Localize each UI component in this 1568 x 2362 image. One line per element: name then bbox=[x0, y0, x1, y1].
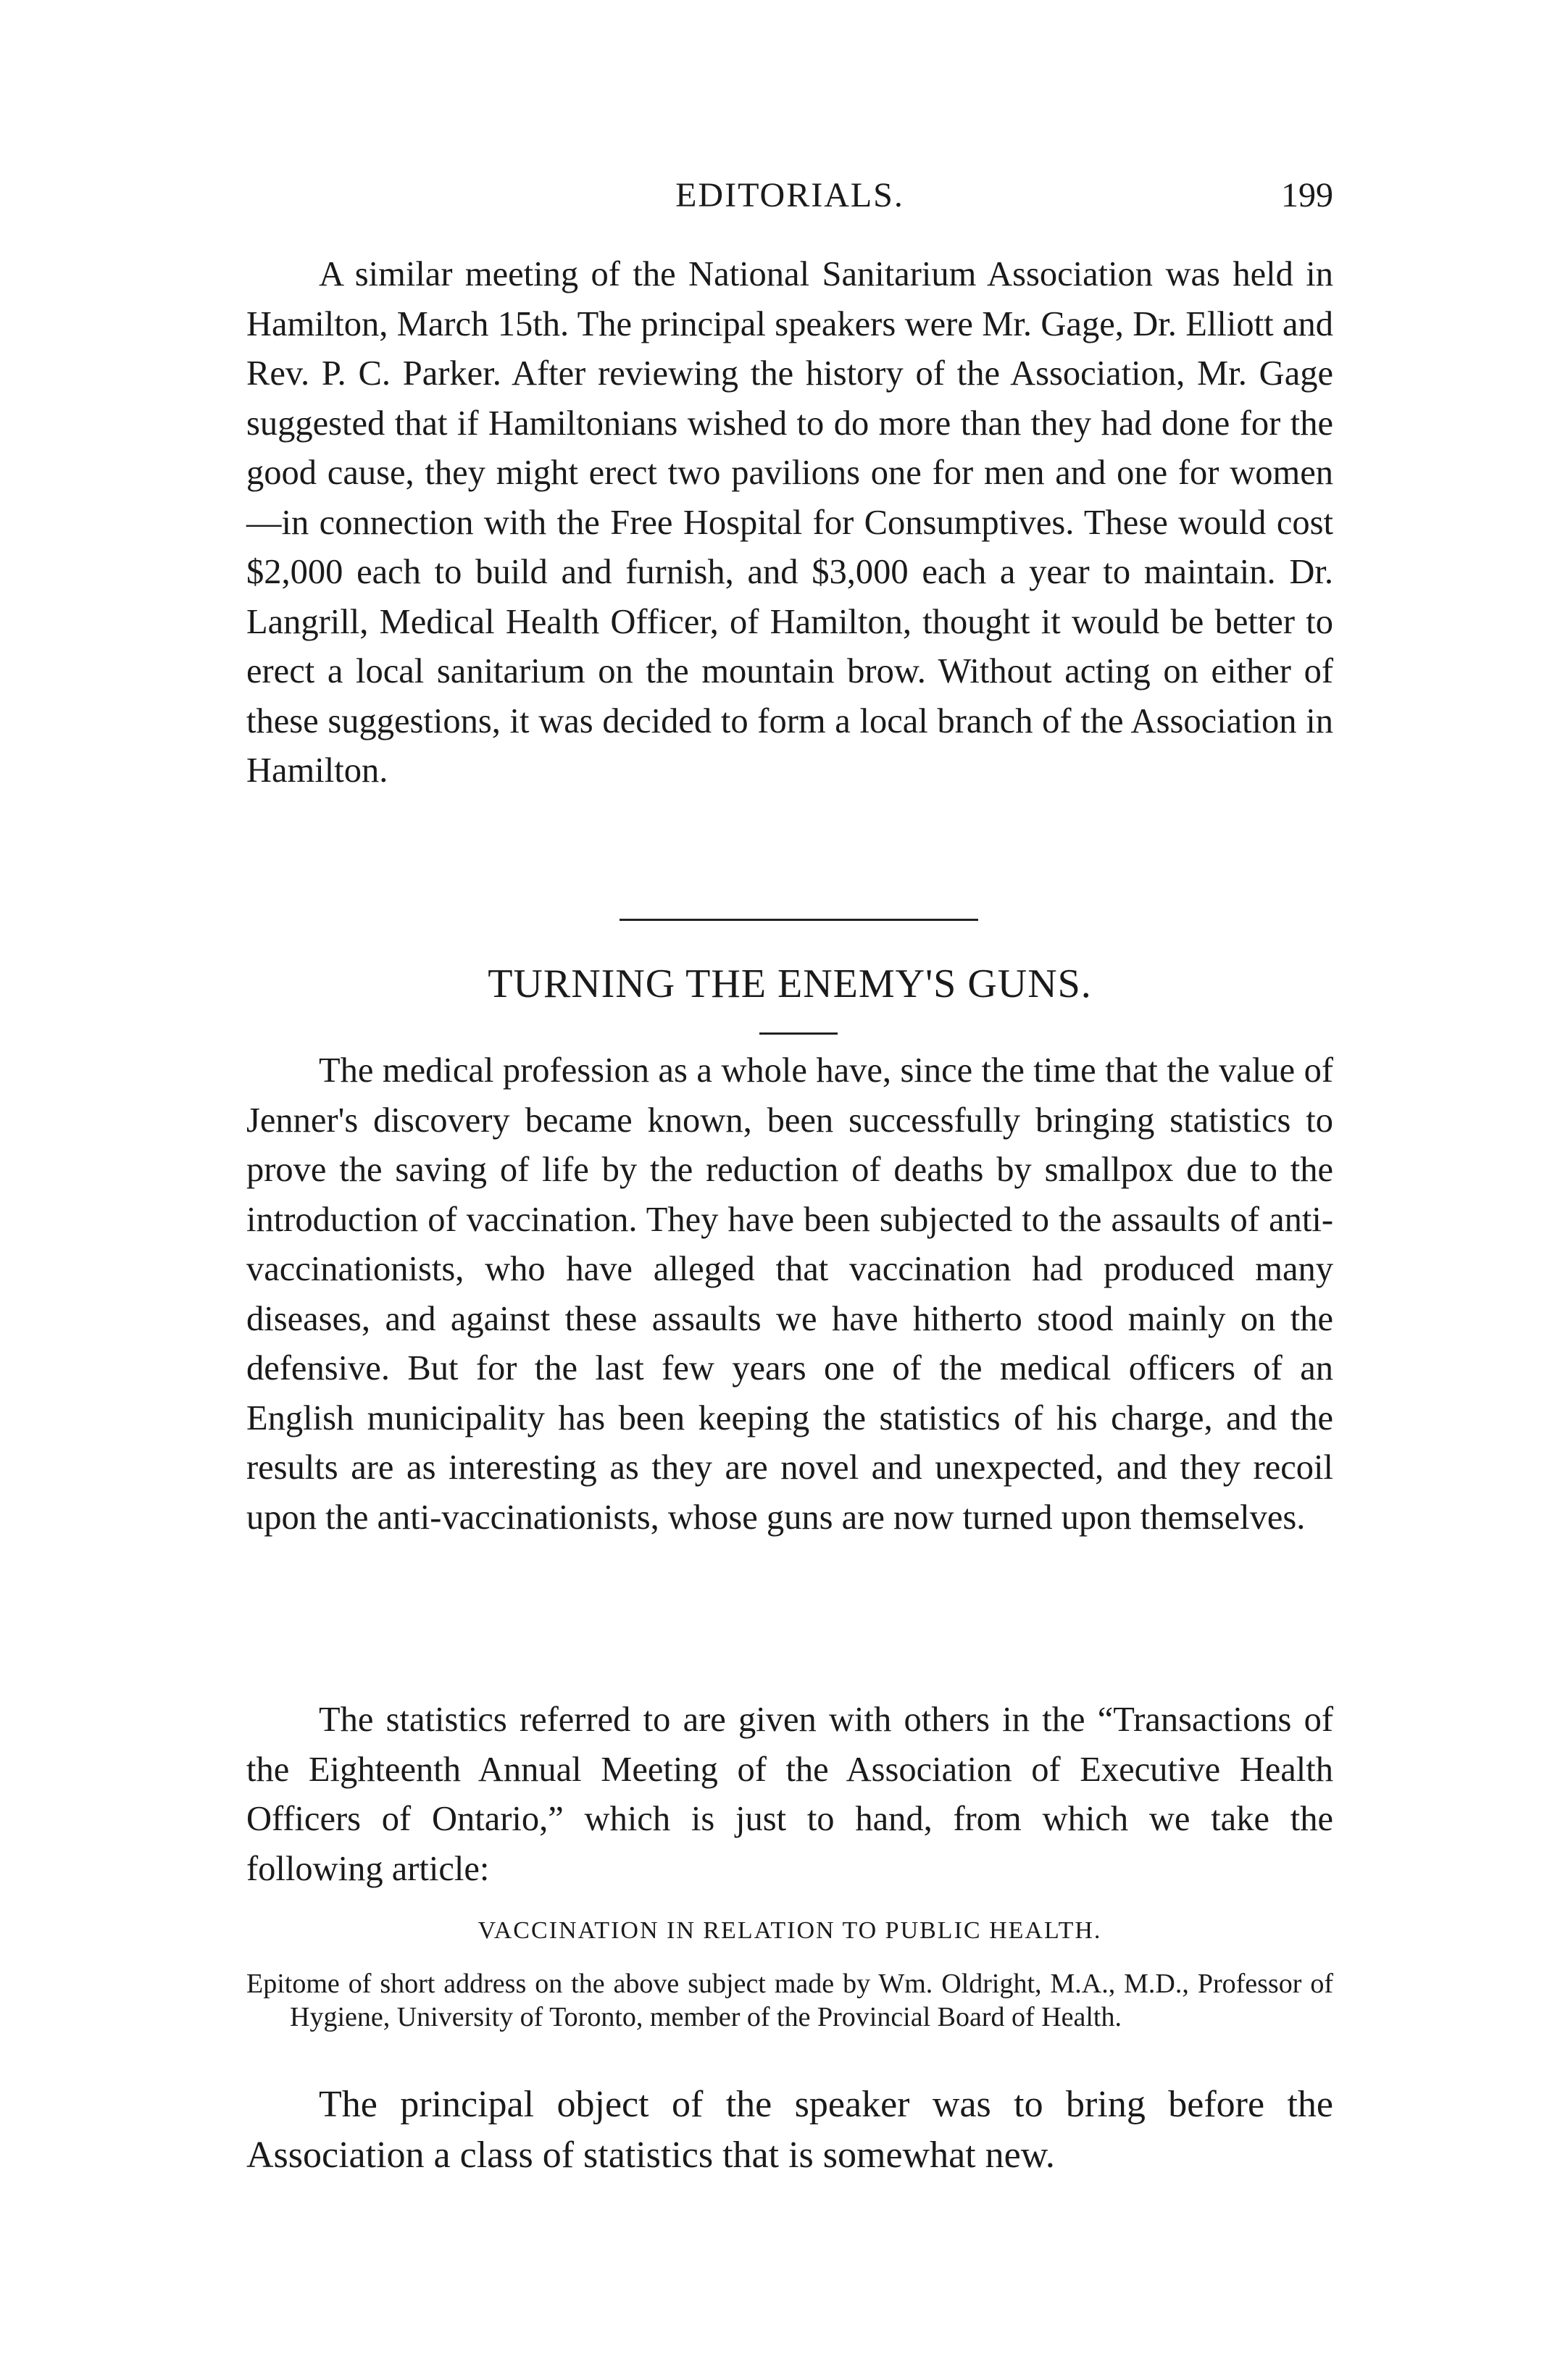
paragraph-medical-profession: The medical profession as a whole have, since the time that the value of Jenner's discovery became known, been successfully bringing statistics to prove the saving of life by the reduction of deaths by smallpox due to the introduction of vaccination. They have been subjected to the assaults of anti-vaccinationists, who have alleged that vaccination had produced many diseases, and against these assaults we have hitherto stood mainly on the defensive. But for the last few years one of the medical officers of an English municipality has been keeping the statistics of his charge, and the results are as interesting as they are novel and unexpected, and they recoil upon the anti-vaccinationists, whose guns are now turned upon themselves. bbox=[246, 1051, 1333, 1537]
article-enemys-guns-body bbox=[246, 1046, 1333, 1543]
heading-underline-rule bbox=[759, 1032, 838, 1035]
epitome-text: Epitome of short address on the above subject made by Wm. Oldright, M.A., M.D., Professor of Hygiene, University of Toronto, member of the Provincial Board of Health. bbox=[246, 1969, 1333, 2032]
page-number: 199 bbox=[1281, 176, 1333, 214]
section-heading: TURNING THE ENEMY'S GUNS. bbox=[488, 961, 1092, 1006]
article-sanitarium bbox=[246, 250, 1333, 796]
article-subheading: VACCINATION IN RELATION TO PUBLIC HEALTH. bbox=[478, 1917, 1102, 1944]
article-principal-object bbox=[246, 2079, 1333, 2181]
article-statistics-intro bbox=[246, 1695, 1333, 1894]
running-header bbox=[246, 170, 1333, 221]
section-divider-rule bbox=[620, 919, 978, 921]
paragraph-statistics-referred: The statistics referred to are given with others in the “Transactions of the Eighteenth Annual Meeting of the Association of Executive Health Officers of Ontario,” which is just to hand, from which we take the following article: bbox=[246, 1700, 1333, 1888]
paragraph-sanitarium-meeting: A similar meeting of the National Sanitarium Association was held in Hamilton, March 15th. The principal speakers were Mr. Gage, Dr. Elliott and Rev. P. C. Parker. After reviewing the history of the Association, Mr. Gage suggested that if Hamiltonians wished to do more than they had done for the good cause, they might erect two pavilions one for men and one for women—in connection with the Free Hospital for Consumptives. These would cost $2,000 each to build and furnish, and $3,000 each a year to maintain. Dr. Langrill, Medical Health Officer, of Hamilton, thought it would be better to erect a local sanitarium on the mountain brow. Without acting on either of these suggestions, it was decided to form a local branch of the Association in Hamilton. bbox=[246, 255, 1333, 790]
header-title: EDITORIALS. bbox=[675, 176, 904, 214]
epitome-note bbox=[246, 1967, 1333, 2034]
paragraph-principal-object: The principal object of the speaker was to bring before the Association a class of statistics that is somewhat new. bbox=[246, 2084, 1333, 2176]
